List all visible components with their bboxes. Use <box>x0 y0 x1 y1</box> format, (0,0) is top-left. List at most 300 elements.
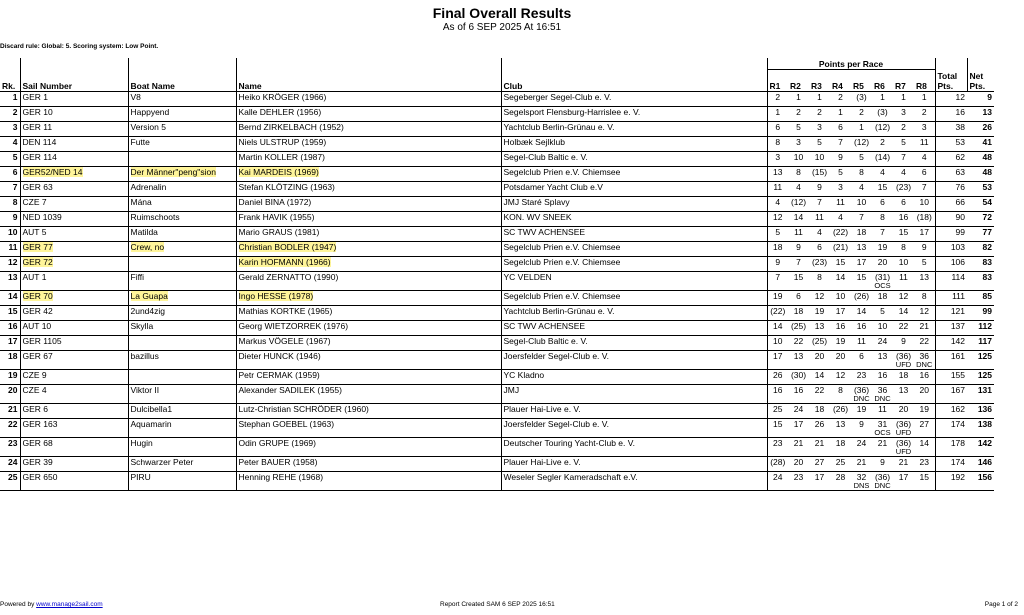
race-score-cell <box>893 404 914 419</box>
race-score-cell <box>788 306 809 321</box>
sail-number-cell: CZE 4 <box>20 385 128 404</box>
total-points-cell: 114 <box>935 272 967 291</box>
race-score: 4 <box>838 212 843 222</box>
race-score-cell <box>893 212 914 227</box>
race-score: 16 <box>919 370 929 380</box>
race-score: 8 <box>921 291 927 301</box>
race-score: 2 <box>859 107 864 117</box>
race-score: 1 <box>796 92 801 102</box>
race-score-cell <box>851 242 872 257</box>
race-score-cell <box>830 321 851 336</box>
race-score-cell <box>830 457 851 472</box>
table-row <box>0 351 994 370</box>
race-score-cell <box>872 351 893 370</box>
header-race-8: R8 <box>914 70 935 92</box>
sail-number-cell: GER 63 <box>20 182 128 197</box>
sail-number-cell: GER 11 <box>20 122 128 137</box>
race-score-cell <box>788 182 809 197</box>
boat-name-cell: Matilda <box>128 227 236 242</box>
race-score: 21 <box>856 457 867 467</box>
race-score-cell <box>872 197 893 212</box>
total-points-cell: 162 <box>935 404 967 419</box>
race-score-cell <box>809 137 830 152</box>
race-score-cell <box>851 306 872 321</box>
race-score: 9 <box>775 257 781 267</box>
boat-name-cell: Skylla <box>128 321 236 336</box>
rank-cell: 7 <box>0 182 20 197</box>
race-score-cell <box>830 404 851 419</box>
race-score-cell <box>767 385 788 404</box>
race-score-cell <box>830 438 851 457</box>
race-score: 5 <box>859 152 864 162</box>
race-score: (36) <box>853 385 870 395</box>
sailor-name-cell <box>236 257 501 272</box>
table-row <box>0 370 994 385</box>
race-score-cell <box>893 197 914 212</box>
race-score-cell <box>830 212 851 227</box>
race-score-cell <box>872 370 893 385</box>
race-score-cell <box>872 272 893 291</box>
race-score: 14 <box>919 438 929 448</box>
race-score-cell <box>851 472 872 491</box>
race-score-cell <box>767 438 788 457</box>
race-score-cell <box>809 370 830 385</box>
table-row <box>0 227 994 242</box>
net-points-cell: 146 <box>967 457 994 472</box>
race-score: 8 <box>859 167 864 177</box>
race-score-cell <box>872 385 893 404</box>
race-score: 5 <box>921 257 927 267</box>
race-score-cell <box>872 92 893 107</box>
rank-cell: 22 <box>0 419 20 438</box>
race-score-cell <box>893 272 914 291</box>
sail-number-cell: AUT 10 <box>20 321 128 336</box>
race-score-cell <box>872 242 893 257</box>
race-score: 9 <box>880 457 885 467</box>
table-row <box>0 321 994 336</box>
race-score-cell <box>914 404 935 419</box>
race-score: 24 <box>793 404 804 414</box>
net-points-cell: 136 <box>967 404 994 419</box>
rank-cell: 6 <box>0 167 20 182</box>
race-score-cell <box>872 107 893 122</box>
race-score: 22 <box>814 385 825 395</box>
boat-name-cell: Aquamarin <box>128 419 236 438</box>
powered-by <box>0 601 103 608</box>
race-score-cell <box>872 227 893 242</box>
race-score-cell <box>788 107 809 122</box>
race-score: 4 <box>775 197 781 207</box>
race-score: 20 <box>793 457 804 467</box>
race-score-cell <box>893 227 914 242</box>
race-score-cell <box>872 167 893 182</box>
table-row <box>0 257 994 272</box>
boat-name-cell: PIRU <box>128 472 236 491</box>
race-score: 25 <box>835 457 846 467</box>
race-score-cell <box>767 272 788 291</box>
race-score: 16 <box>856 321 867 331</box>
race-score-cell <box>893 107 914 122</box>
sail-number-cell: GER 39 <box>20 457 128 472</box>
header-club: Club <box>501 58 767 92</box>
race-score: 17 <box>919 227 929 237</box>
boat-name-cell-highlight: Crew, no <box>130 242 165 252</box>
header-boat-name: Boat Name <box>128 58 236 92</box>
total-points-cell: 142 <box>935 336 967 351</box>
club-cell: YC VELDEN <box>501 272 767 291</box>
race-score: 13 <box>898 385 909 395</box>
race-score: 10 <box>814 152 825 162</box>
header-race-1: R1 <box>767 70 788 92</box>
race-score-cell <box>809 197 830 212</box>
penalty-code: UFD <box>895 428 912 437</box>
boat-name-cell <box>128 242 236 257</box>
manage2sail-link[interactable]: www.manage2sail.com <box>36 601 103 608</box>
race-score: 3 <box>838 182 843 192</box>
race-score: 32 <box>856 472 867 482</box>
boat-name-cell: Happyend <box>128 107 236 122</box>
race-score: 2 <box>921 107 927 117</box>
race-score-cell <box>914 419 935 438</box>
sailor-name-cell <box>236 242 501 257</box>
race-score-cell <box>914 107 935 122</box>
race-score: 22 <box>919 336 929 346</box>
boat-name-cell: Viktor II <box>128 385 236 404</box>
race-score: (36) <box>895 438 912 448</box>
sail-number-cell: CZE 9 <box>20 370 128 385</box>
race-score: 1 <box>921 92 927 102</box>
race-score-cell <box>788 370 809 385</box>
total-points-cell: 155 <box>935 370 967 385</box>
race-score-cell <box>893 242 914 257</box>
race-score: 16 <box>773 385 783 395</box>
race-score: 13 <box>773 167 783 177</box>
sail-number-cell: DEN 114 <box>20 137 128 152</box>
total-points-cell: 121 <box>935 306 967 321</box>
net-points-cell: 13 <box>967 107 994 122</box>
net-points-cell: 54 <box>967 197 994 212</box>
race-score-cell <box>851 291 872 306</box>
race-score-cell <box>851 122 872 137</box>
race-score-cell <box>767 122 788 137</box>
race-score-cell <box>809 152 830 167</box>
table-row <box>0 306 994 321</box>
race-score: 10 <box>877 321 888 331</box>
race-score: 5 <box>838 167 843 177</box>
race-score-cell <box>788 122 809 137</box>
rank-cell: 9 <box>0 212 20 227</box>
net-points-cell: 83 <box>967 272 994 291</box>
race-score: (18) <box>916 212 932 222</box>
sailor-name-cell: Lutz-Christian SCHRÖDER (1960) <box>236 404 501 419</box>
race-score: (3) <box>877 107 888 117</box>
club-cell: Plauer Hai-Live e. V. <box>501 457 767 472</box>
race-score-cell <box>767 257 788 272</box>
race-score: 2 <box>838 92 843 102</box>
club-cell: Segel-Club Baltic e. V. <box>501 152 767 167</box>
race-score: 6 <box>859 351 864 361</box>
race-score-cell <box>809 291 830 306</box>
boat-name-cell <box>128 257 236 272</box>
race-score: 13 <box>793 351 804 361</box>
race-score: 19 <box>856 404 867 414</box>
race-score-cell <box>809 457 830 472</box>
race-score-cell <box>851 227 872 242</box>
race-score-cell <box>830 107 851 122</box>
race-score: (21) <box>832 242 849 252</box>
race-score: 7 <box>901 152 906 162</box>
discard-rule: Discard rule: Global: 5. Scoring system: Low Point. <box>0 43 159 50</box>
race-score: 17 <box>793 419 804 429</box>
race-score: (26) <box>832 404 849 414</box>
total-points-cell: 90 <box>935 212 967 227</box>
race-score-cell <box>767 336 788 351</box>
race-score-cell <box>767 419 788 438</box>
race-score: 9 <box>901 336 906 346</box>
race-score: 4 <box>796 182 801 192</box>
race-score-cell <box>830 291 851 306</box>
boat-name-cell: Schwarzer Peter <box>128 457 236 472</box>
race-score: 1 <box>859 122 864 132</box>
race-score-cell <box>809 385 830 404</box>
sail-number-cell: GER 68 <box>20 438 128 457</box>
boat-name-cell: Dulcibella1 <box>128 404 236 419</box>
race-score: 5 <box>775 227 781 237</box>
race-score-cell <box>809 242 830 257</box>
total-points-cell: 174 <box>935 419 967 438</box>
net-points-cell: 125 <box>967 370 994 385</box>
race-score: 9 <box>838 152 843 162</box>
race-score: 18 <box>877 291 888 301</box>
race-score-cell <box>893 152 914 167</box>
race-score: 6 <box>921 167 927 177</box>
race-score-cell <box>914 167 935 182</box>
boat-name-cell: Hugin <box>128 438 236 457</box>
race-score-cell <box>893 92 914 107</box>
race-score: 11 <box>794 227 803 237</box>
race-score-cell <box>872 306 893 321</box>
rank-cell: 5 <box>0 152 20 167</box>
total-points-cell: 66 <box>935 197 967 212</box>
sailor-name-cell: Dieter HUNCK (1946) <box>236 351 501 370</box>
race-score: 14 <box>793 212 804 222</box>
race-score: 27 <box>919 419 929 429</box>
race-score-cell <box>872 336 893 351</box>
penalty-code: DNC <box>853 394 870 403</box>
race-score: 21 <box>919 321 929 331</box>
race-score-cell <box>788 152 809 167</box>
table-row <box>0 457 994 472</box>
race-score: 18 <box>814 404 825 414</box>
club-cell: YC Kladno <box>501 370 767 385</box>
race-score: 15 <box>773 419 783 429</box>
race-score-cell <box>830 272 851 291</box>
race-score: 24 <box>773 472 783 482</box>
race-score: 6 <box>817 242 822 252</box>
sailor-name-cell-highlight: Kai MARDEIS (1969) <box>238 167 319 177</box>
race-score-cell <box>767 137 788 152</box>
total-points-cell: 76 <box>935 182 967 197</box>
club-cell: Segelsport Flensburg-Harrislee e. V. <box>501 107 767 122</box>
total-points-cell: 62 <box>935 152 967 167</box>
total-points-cell: 63 <box>935 167 967 182</box>
race-score-cell <box>809 438 830 457</box>
race-score-cell <box>914 137 935 152</box>
race-score-cell <box>767 472 788 491</box>
race-score: 14 <box>773 321 783 331</box>
race-score-cell <box>788 242 809 257</box>
page-subtitle: As of 6 SEP 2025 At 16:51 <box>442 22 562 33</box>
penalty-code: OCS <box>874 281 891 290</box>
table-row <box>0 137 994 152</box>
sail-number-cell: AUT 1 <box>20 272 128 291</box>
sail-number-cell: AUT 5 <box>20 227 128 242</box>
race-score-cell <box>788 197 809 212</box>
sailor-name-cell-highlight: Ingo HESSE (1978) <box>238 291 314 301</box>
race-score: (3) <box>856 92 867 102</box>
race-score: 16 <box>835 321 846 331</box>
race-score: 14 <box>814 370 825 380</box>
race-score-cell <box>830 385 851 404</box>
net-points-cell: 131 <box>967 385 994 404</box>
race-score: (36) <box>895 419 912 429</box>
sailor-name-cell: Mario GRAUS (1981) <box>236 227 501 242</box>
race-score: 16 <box>877 370 888 380</box>
club-cell: JMJ <box>501 385 767 404</box>
race-score-cell <box>809 306 830 321</box>
net-points-cell: 48 <box>967 167 994 182</box>
race-score: 7 <box>921 182 927 192</box>
race-score-cell <box>767 404 788 419</box>
total-points-cell: 161 <box>935 351 967 370</box>
total-points-cell: 192 <box>935 472 967 491</box>
net-points-cell: 85 <box>967 291 994 306</box>
table-row <box>0 272 994 291</box>
sail-number-cell <box>20 242 128 257</box>
race-score-cell <box>851 152 872 167</box>
race-score: 23 <box>773 438 783 448</box>
race-score-cell <box>914 438 935 457</box>
table-row <box>0 92 994 107</box>
race-score: 4 <box>921 152 927 162</box>
race-score: 23 <box>919 457 929 467</box>
race-score-cell <box>767 167 788 182</box>
club-cell: Weseler Segler Kameradschaft e.V. <box>501 472 767 491</box>
table-row <box>0 472 994 491</box>
race-score-cell <box>767 197 788 212</box>
header-race-7: R7 <box>893 70 914 92</box>
race-score-cell <box>788 212 809 227</box>
sail-number-cell: GER 650 <box>20 472 128 491</box>
race-score-cell <box>914 92 935 107</box>
race-score-cell <box>851 351 872 370</box>
total-points-cell: 178 <box>935 438 967 457</box>
race-score: 6 <box>901 197 906 207</box>
race-score-cell <box>893 472 914 491</box>
sailor-name-cell: Stefan KLÖTZING (1963) <box>236 182 501 197</box>
race-score-cell <box>893 122 914 137</box>
race-score: 10 <box>898 257 909 267</box>
race-score-cell <box>788 472 809 491</box>
net-points-cell: 142 <box>967 438 994 457</box>
sailor-name-cell: Georg WIETZORREK (1976) <box>236 321 501 336</box>
penalty-code: DNC <box>874 481 891 490</box>
rank-cell: 19 <box>0 370 20 385</box>
race-score-cell <box>809 419 830 438</box>
race-score: 14 <box>856 306 867 316</box>
race-score: 18 <box>773 242 783 252</box>
race-score: 19 <box>773 291 783 301</box>
race-score: 6 <box>796 291 801 301</box>
race-score-cell <box>767 182 788 197</box>
race-score: 21 <box>877 438 888 448</box>
race-score: 6 <box>775 122 781 132</box>
race-score-cell <box>830 92 851 107</box>
race-score-cell <box>809 212 830 227</box>
net-points-cell: 82 <box>967 242 994 257</box>
race-score: 21 <box>814 438 825 448</box>
sailor-name-cell: Gerald ZERNATTO (1990) <box>236 272 501 291</box>
boat-name-cell: 2und4zig <box>128 306 236 321</box>
net-points-cell: 48 <box>967 152 994 167</box>
sail-number-cell-highlight: GER52/NED 14 <box>22 167 83 177</box>
race-score-cell <box>830 257 851 272</box>
race-score-cell <box>872 291 893 306</box>
sailor-name-cell: Alexander SADILEK (1955) <box>236 385 501 404</box>
race-score: 5 <box>880 306 885 316</box>
sailor-name-cell: Heiko KRÖGER (1966) <box>236 92 501 107</box>
race-score: 8 <box>880 212 885 222</box>
race-score-cell <box>809 336 830 351</box>
race-score: 5 <box>817 137 822 147</box>
race-score-cell <box>788 438 809 457</box>
race-score: (25) <box>811 336 828 346</box>
race-score-cell <box>788 404 809 419</box>
club-cell: Potsdamer Yacht Club e.V <box>501 182 767 197</box>
club-cell: SC TWV ACHENSEE <box>501 321 767 336</box>
total-points-cell: 99 <box>935 227 967 242</box>
race-score-cell <box>914 457 935 472</box>
race-score: 27 <box>814 457 825 467</box>
race-score-cell <box>914 291 935 306</box>
race-score: 7 <box>838 137 843 147</box>
race-score-cell <box>809 272 830 291</box>
sailor-name-cell: Petr CERMAK (1959) <box>236 370 501 385</box>
race-score: 15 <box>919 472 929 482</box>
club-cell: Segelclub Prien e.V. Chiemsee <box>501 291 767 306</box>
race-score: 6 <box>838 122 843 132</box>
race-score: 8 <box>775 137 781 147</box>
race-score: 21 <box>898 457 909 467</box>
race-score-cell <box>830 227 851 242</box>
race-score-cell <box>851 321 872 336</box>
header-sail-number: Sail Number <box>20 58 128 92</box>
total-points-cell: 16 <box>935 107 967 122</box>
race-score-cell <box>851 419 872 438</box>
sailor-name-cell-highlight: Karin HOFMANN (1966) <box>238 257 331 267</box>
race-score: 11 <box>836 197 845 207</box>
race-score-cell <box>914 257 935 272</box>
table-row <box>0 404 994 419</box>
rank-cell: 8 <box>0 197 20 212</box>
race-score: (31) <box>874 272 891 282</box>
sail-number-cell <box>20 291 128 306</box>
rank-cell: 25 <box>0 472 20 491</box>
race-score-cell <box>851 404 872 419</box>
club-cell: Segelclub Prien e.V. Chiemsee <box>501 242 767 257</box>
race-score: 4 <box>901 167 906 177</box>
sailor-name-cell: Bernd ZIRKELBACH (1952) <box>236 122 501 137</box>
